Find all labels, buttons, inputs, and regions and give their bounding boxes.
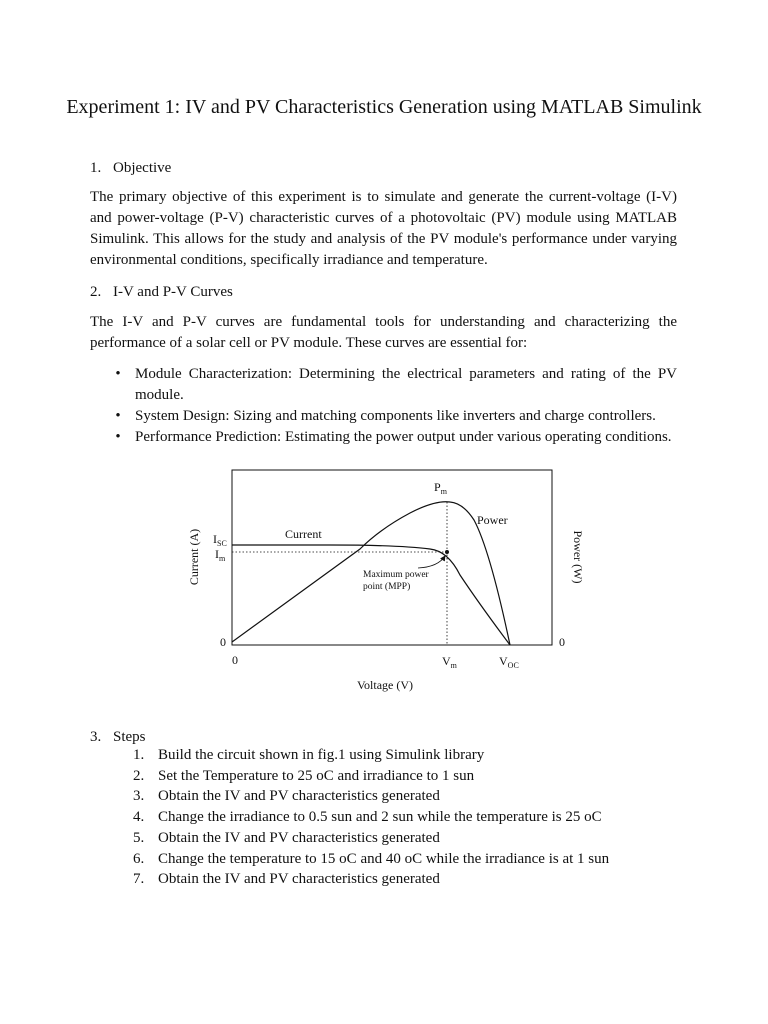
section-heading-curves — [90, 282, 233, 302]
mpp-arrow — [418, 556, 445, 568]
iv-pv-diagram — [180, 465, 590, 700]
section-title: I-V and P-V Curves — [113, 284, 233, 300]
page-title: Experiment 1: IV and PV Characteristics Generation using MATLAB Simulink — [66, 96, 702, 118]
list-item — [133, 745, 609, 766]
list-item-text: System Design: Sizing and matching components like inverters and charge controllers. — [135, 408, 656, 424]
section-heading-objective — [90, 158, 171, 178]
voc-label: $V_{OC}$ — [499, 654, 519, 670]
list-item — [133, 849, 609, 870]
x-axis-label: Voltage (V) — [356, 678, 414, 692]
step-text: Obtain the IV and PV characteristics generated — [158, 788, 440, 805]
power-curve-label: Power — [477, 513, 508, 527]
list-item-text: Performance Prediction: Estimating the power output under various operating conditions. — [135, 429, 672, 445]
zero-right-label: 0 — [559, 635, 565, 649]
step-number: 3. — [133, 788, 145, 805]
list-item-text: Module Characterization: Determining the electrical parameters and rating of the PV module. — [135, 366, 677, 403]
step-text: Change the irradiance to 0.5 sun and 2 sun while the temperature is 25 oC — [158, 809, 602, 826]
list-item — [133, 828, 609, 849]
section-number: 1. — [90, 160, 102, 176]
list-item — [133, 766, 609, 787]
vm-label: $V_m$ — [442, 654, 457, 670]
step-text: Build the circuit shown in fig.1 using Simulink library — [158, 747, 485, 763]
section-number: 2. — [90, 284, 102, 300]
step-text: Change the temperature to 15 oC and 40 oC while the irradiance is at 1 sun — [158, 850, 610, 867]
mpp-marker — [445, 550, 449, 554]
steps-list — [133, 745, 609, 890]
zero-left-label: 0 — [220, 635, 226, 649]
objective-paragraph: The primary objective of this experiment is to simulate and generate the current-voltage (I-V) and power-voltage (P-V) characteristic curves of a photovoltaic (PV) module using MATLAB Simulink. This allows for the study and analysis of the PV module's performance under varying environmental conditions, specifically irradiance and temperature. — [90, 189, 677, 268]
y-left-axis-label: Current (A) — [187, 528, 201, 586]
list-item — [133, 786, 609, 807]
step-number: 5. — [133, 829, 145, 846]
bullet-icon: • — [115, 429, 121, 445]
zero-x-label: 0 — [232, 653, 238, 667]
list-item — [133, 869, 609, 890]
bullet-icon: • — [115, 408, 121, 424]
list-item — [90, 406, 677, 427]
current-curve-label: Current — [285, 527, 322, 541]
y-right-axis-label: Power (W) — [571, 530, 585, 584]
curves-paragraph: The I-V and P-V curves are fundamental tools for understanding and characterizing the performance of a solar cell or PV module. These curves are essential for: — [90, 314, 677, 351]
step-number: 1. — [133, 747, 145, 763]
list-item — [133, 807, 609, 828]
list-item — [90, 364, 677, 406]
step-number: 2. — [133, 767, 145, 784]
bullet-icon: • — [115, 366, 121, 382]
mpp-label-line2: point (MPP) — [363, 582, 411, 592]
step-text: Obtain the IV and PV characteristics generated — [158, 829, 440, 846]
list-item — [90, 427, 677, 448]
uses-list — [90, 364, 677, 448]
isc-label: $I_{SC}$ — [213, 532, 227, 548]
step-text: Set the Temperature to 25 oC and irradiance to 1 sun — [158, 767, 475, 784]
mpp-label-line1: Maximum power — [363, 570, 429, 580]
pm-label: $P_m$ — [434, 480, 447, 496]
section-title: Steps — [113, 729, 146, 745]
step-number: 4. — [133, 809, 145, 826]
section-heading-steps — [90, 727, 146, 747]
step-number: 6. — [133, 850, 145, 867]
step-text: Obtain the IV and PV characteristics generated — [158, 871, 440, 888]
current-curve — [232, 545, 510, 645]
section-number: 3. — [90, 729, 102, 745]
section-title: Objective — [113, 160, 172, 176]
step-number: 7. — [133, 871, 145, 888]
im-label: $I_m$ — [215, 547, 226, 563]
